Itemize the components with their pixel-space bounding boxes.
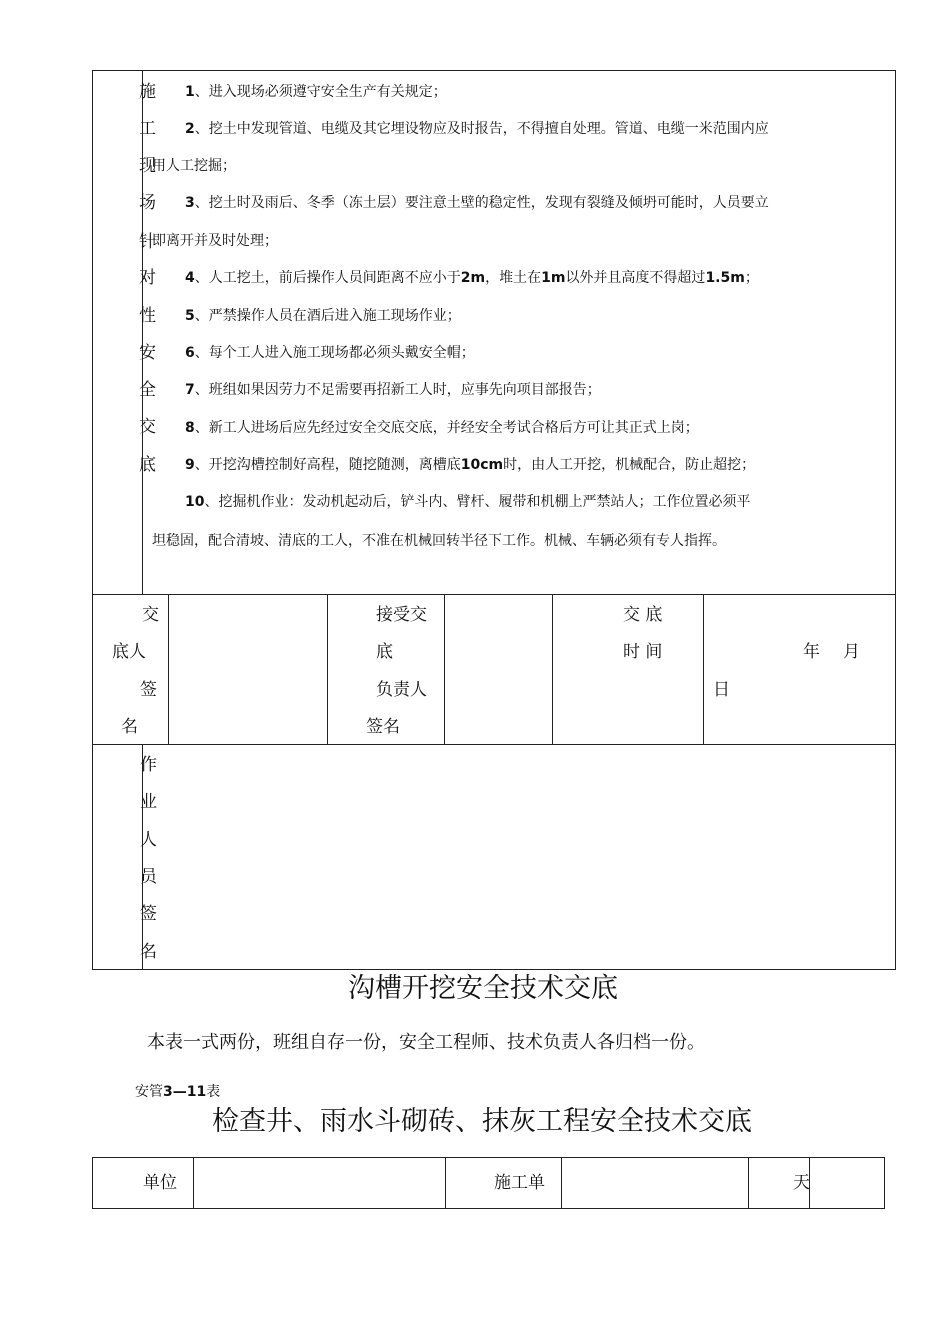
rule-10: 10、挖掘机作业：发动机起动后，铲斗内、臂杆、履带和机棚上严禁站人；工作位置必须平 xyxy=(185,494,751,510)
distribution-note: 本表一式两份，班组自存一份，安全工程师、技术负责人各归档一份。 xyxy=(147,1032,705,1053)
label-column-divider xyxy=(142,70,143,595)
time-label: 时 间 xyxy=(623,642,663,662)
side-label-char: 针 xyxy=(139,232,156,252)
rule-2-continued: 用人工挖掘； xyxy=(152,158,236,174)
builder-field[interactable] xyxy=(562,1158,748,1208)
worker-signature-field[interactable] xyxy=(143,745,895,969)
side-label-char: 场 xyxy=(139,193,156,213)
sign-col-divider-4 xyxy=(552,594,553,745)
side-label-char: 性 xyxy=(139,306,156,326)
side-label-char: 交 xyxy=(139,417,156,437)
unit-label: 单位 xyxy=(143,1173,177,1193)
side-label-char: 现 xyxy=(139,156,156,176)
unit-field[interactable] xyxy=(194,1158,445,1208)
receiver-label: 接受交 xyxy=(376,605,427,625)
table-left-border xyxy=(92,70,93,970)
giver-signature-field[interactable] xyxy=(169,595,327,744)
sign-col-divider-5 xyxy=(703,594,704,745)
worker-label-char: 名 xyxy=(140,942,157,962)
receiver-label: 签名 xyxy=(366,717,400,737)
giver-label: 签 xyxy=(140,680,157,700)
side-label-char: 工 xyxy=(139,119,156,139)
bottom-col-divider-2 xyxy=(445,1157,446,1209)
bottom-col-divider-4 xyxy=(748,1157,749,1209)
worker-label-char: 业 xyxy=(140,792,157,812)
giver-label: 交 xyxy=(142,605,159,625)
title-inspection-well: 检查井、雨水斗砌砖、抹灰工程安全技术交底 xyxy=(212,1106,752,1137)
side-label-char: 全 xyxy=(139,380,156,400)
table-bottom-border xyxy=(92,969,896,970)
rule-5: 5、严禁操作人员在酒后进入施工现场作业； xyxy=(185,308,461,324)
time-label: 交 底 xyxy=(623,605,663,625)
date-year: 年 xyxy=(803,642,820,662)
worker-label-char: 签 xyxy=(140,904,157,924)
form-code: 安管3—11表 xyxy=(135,1084,221,1100)
receiver-label: 负责人 xyxy=(376,680,427,700)
side-label-char: 底 xyxy=(139,455,156,475)
bottom-table-right xyxy=(884,1157,885,1209)
worker-label-char: 员 xyxy=(140,867,157,887)
receiver-signature-field[interactable] xyxy=(445,595,552,744)
receiver-label: 底 xyxy=(376,642,393,662)
side-label-char: 对 xyxy=(139,268,156,288)
title-trench-excavation: 沟槽开挖安全技术交底 xyxy=(348,973,618,1004)
sign-col-divider-2 xyxy=(327,594,328,745)
giver-label: 底人 xyxy=(112,642,146,662)
rule-8: 8、新工人进场后应先经过安全交底交底，并经安全考试合格后方可让其正式上岗； xyxy=(185,420,699,436)
date-month: 月 xyxy=(843,642,860,662)
date-day: 日 xyxy=(713,680,730,700)
bottom-table-bottom xyxy=(92,1208,885,1209)
worker-label-char: 人 xyxy=(140,830,157,850)
weather-label: 天 xyxy=(793,1173,810,1193)
rule-4: 4、人工挖土，前后操作人员间距离不应小于2m，堆土在1m以外并且高度不得超过1.5m； xyxy=(185,270,759,286)
table-top-border xyxy=(93,70,896,71)
side-label-char: 安 xyxy=(139,343,156,363)
bottom-table-left xyxy=(92,1157,93,1209)
rule-6: 6、每个工人进入施工现场都必须头戴安全帽； xyxy=(185,345,475,361)
rule-7: 7、班组如果因劳力不足需要再招新工人时，应事先向项目部报告； xyxy=(185,382,601,398)
worker-label-char: 作 xyxy=(140,755,157,775)
builder-label: 施工单 xyxy=(494,1173,545,1193)
rule-3-continued: 即离开并及时处理； xyxy=(152,233,278,249)
rule-10-continued: 坦稳固，配合清坡、清底的工人，不准在机械回转半径下工作。机械、车辆必须有专人指挥。 xyxy=(152,533,726,549)
table-right-border xyxy=(895,70,896,970)
rule-3: 3、挖土时及雨后、冬季（冻土层）要注意土壁的稳定性，发现有裂缝及倾坍可能时，人员要立 xyxy=(185,195,769,211)
giver-label: 名 xyxy=(121,717,138,737)
rule-2: 2、挖土中发现管道、电缆及其它埋设物应及时报告，不得擅自处理。管道、电缆一米范围内应 xyxy=(185,121,769,137)
side-label-char: 施 xyxy=(139,82,156,102)
rule-9: 9、开挖沟槽控制好高程，随挖随测，离槽底10cm时，由人工开挖，机械配合，防止超挖； xyxy=(185,457,756,473)
rule-1: 1、进入现场必须遵守安全生产有关规定； xyxy=(185,84,447,100)
